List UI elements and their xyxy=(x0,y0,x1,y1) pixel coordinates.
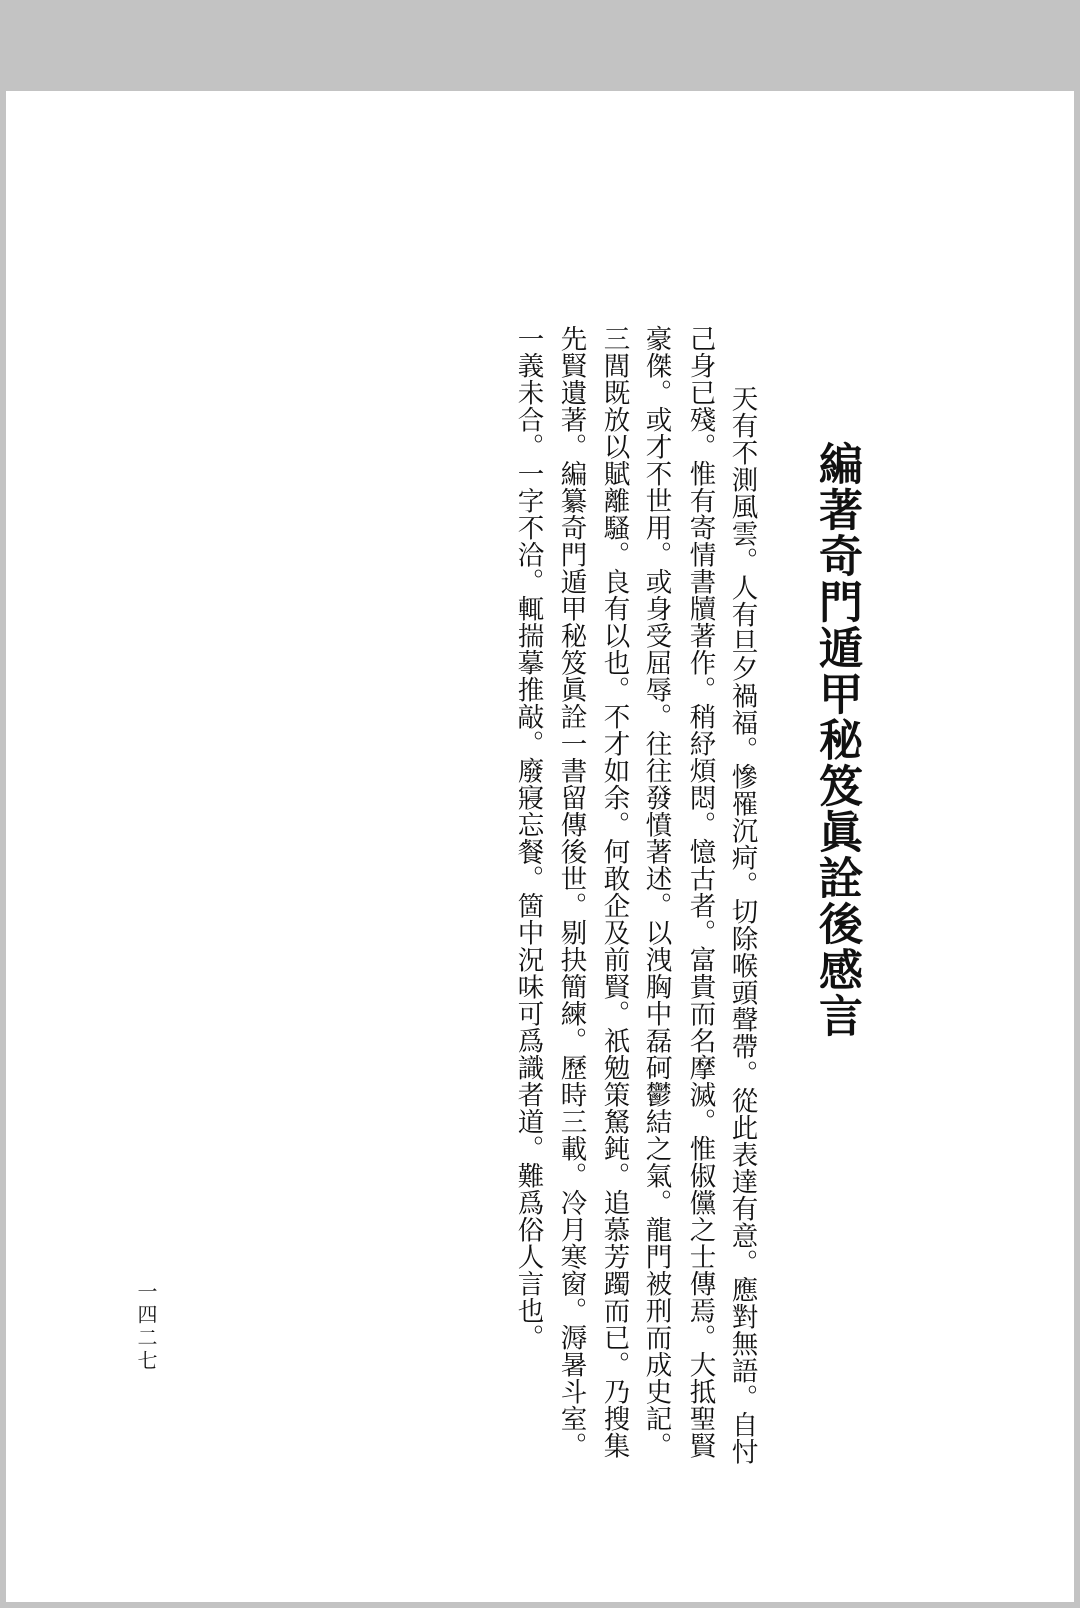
body-line-2: 己身已殘。惟有寄情書牘著作。稍紓煩悶。憶古者。富貴而名摩滅。惟俶儻之士傳焉。大抵聖賢 xyxy=(684,325,716,1459)
body-line-6: 一義未合。一字不洽。輒揣摹推敲。廢寢忘餐。箇中況味可爲識者道。難爲俗人言也。 xyxy=(512,325,544,1351)
document-title: 編著奇門遁甲秘笈眞詮後感言 xyxy=(811,441,862,1039)
body-line-3: 豪傑。或才不世用。或身受屈辱。往往發憤著述。以洩胸中磊砢鬱結之氣。龍門被刑而成史記。 xyxy=(640,325,672,1459)
body-line-5: 先賢遺著。編纂奇門遁甲秘笈眞詮一書留傳後世。剔抉簡練。歷時三載。冷月寒窗。溽暑斗室。 xyxy=(555,325,587,1459)
body-line-4: 三閭既放以賦離騷。良有以也。不才如余。何敢企及前賢。祇勉策駑鈍。追慕芳躅而已。乃搜集 xyxy=(598,325,630,1459)
body-line-1: 天有不測風雲。人有旦夕禍福。慘罹沉疴。切除喉頭聲帶。從此表達有意。應對無語。自忖 xyxy=(726,385,758,1465)
page-number: 一四二七 xyxy=(134,1281,158,1373)
document-page xyxy=(6,91,1074,1602)
